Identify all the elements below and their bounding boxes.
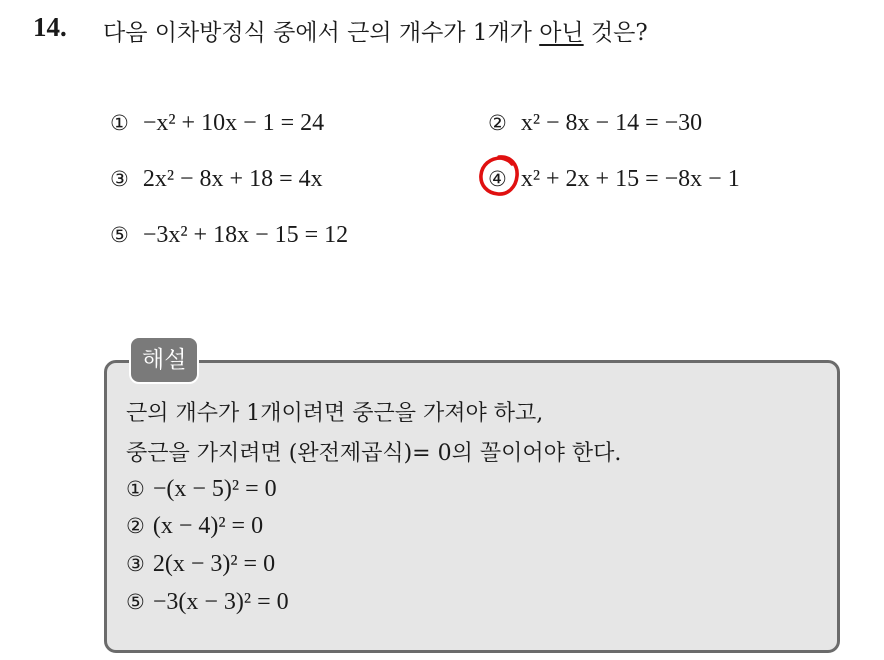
option-4-number: ④ xyxy=(488,167,507,191)
question-text-before: 다음 이차방정식 중에서 근의 개수가 1개가 xyxy=(103,20,540,46)
option-3-equation: 2x² − 8x + 18 = 4x xyxy=(142,166,323,192)
solution-3-number: ③ xyxy=(126,552,145,576)
solution-2-number: ② xyxy=(126,514,145,538)
option-1[interactable] xyxy=(110,110,324,137)
answer-circle-mark xyxy=(476,153,522,199)
solution-2 xyxy=(126,513,263,540)
option-4[interactable] xyxy=(488,166,740,193)
question-text xyxy=(103,14,648,47)
solution-5-number: ⑤ xyxy=(126,590,145,614)
solution-1-equation: −(x − 5)² = 0 xyxy=(152,476,277,502)
option-1-number: ① xyxy=(110,111,129,135)
solution-2-equation: (x − 4)² = 0 xyxy=(152,513,264,539)
explanation-line-1: 근의 개수가 1개이려면 중근을 가져야 하고, xyxy=(126,401,544,426)
explanation-tag: 해설 xyxy=(129,336,199,384)
question-number: 14. xyxy=(33,12,67,42)
option-2-number: ② xyxy=(488,111,507,135)
solution-5 xyxy=(126,589,289,616)
option-1-equation: −x² + 10x − 1 = 24 xyxy=(142,110,325,136)
question-text-underlined: 아닌 xyxy=(539,20,584,46)
option-2-equation: x² − 8x − 14 = −30 xyxy=(520,110,703,136)
option-3-number: ③ xyxy=(110,167,129,191)
solution-3 xyxy=(126,551,275,578)
option-5[interactable] xyxy=(110,222,348,249)
option-4-equation: x² + 2x + 15 = −8x − 1 xyxy=(520,166,740,192)
solution-5-equation: −3(x − 3)² = 0 xyxy=(152,589,289,615)
option-2[interactable] xyxy=(488,110,702,137)
option-3[interactable] xyxy=(110,166,323,193)
solution-1-number: ① xyxy=(126,477,145,501)
solution-3-equation: 2(x − 3)² = 0 xyxy=(152,551,276,577)
option-5-number: ⑤ xyxy=(110,223,129,247)
solution-1 xyxy=(126,476,277,503)
question-text-after: 것은? xyxy=(583,20,648,46)
option-5-equation: −3x² + 18x − 15 = 12 xyxy=(142,222,349,248)
explanation-line-2: 중근을 가지려면 (완전제곱식)= 0의 꼴이어야 한다. xyxy=(126,441,622,466)
